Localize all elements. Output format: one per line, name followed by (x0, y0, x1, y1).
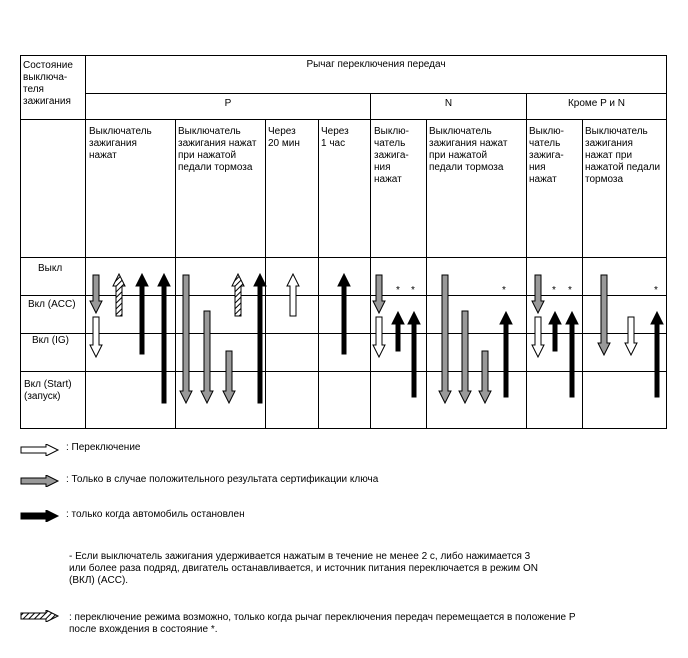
arrow-n-pressed-black-up-1 (392, 312, 404, 351)
col-o-brake: Выключатель зажигания нажат при нажатой педали тормоза (585, 126, 661, 185)
group-other: Кроме P и N (567, 98, 626, 109)
row-start: Вкл (Start) (запуск) (24, 379, 72, 402)
asterisk-n-1: * (396, 285, 400, 296)
arrow-n-pressed-gray-down (373, 275, 385, 313)
group-n: N (444, 98, 453, 109)
col-n-pressed: Выклю- чатель зажига- ния нажат (374, 126, 410, 185)
arrow-p-1h-black-up (338, 274, 350, 354)
arrow-o-brake-white-down (625, 317, 637, 355)
arrow-p-pressed-black-up-1 (136, 274, 148, 354)
col-p-brake: Выключатель зажигания нажат при нажатой педали тормоза (178, 126, 257, 173)
legend-note: - Если выключатель зажигания удерживается нажатым в течение не менее 2 с, либо нажимается 3 или более раза подряд, двигатель останавливается, и источник питания переключается в режим ON (ВКЛ) (ACC). (69, 551, 538, 586)
legend-cert: : Только в случае положительного результата сертификации ключа (66, 474, 379, 485)
legend-switch: : Переключение (66, 442, 141, 453)
asterisk-n-2: * (411, 285, 415, 296)
legend-stopped: : только когда автомобиль остановлен (66, 509, 245, 520)
group-p: P (224, 98, 232, 109)
arrow-n-brake-gray-down-3 (479, 351, 491, 403)
arrow-p-brake-gray-down-2 (201, 311, 213, 403)
col-p-pressed: Выключатель зажигания нажат (89, 126, 152, 161)
asterisk-o-3: * (654, 285, 658, 296)
legend-hatched: : переключение режима возможно, только когда рычаг переключения передач перемещается в положение P после вхождения в состояние *. (69, 612, 576, 635)
asterisk-n-3: * (502, 285, 506, 296)
arrow-o-brake-black-up (651, 312, 663, 397)
arrow-n-pressed-black-up-2 (408, 312, 420, 397)
row-acc: Вкл (ACC) (28, 299, 76, 310)
arrow-p-brake-black-up (254, 274, 266, 403)
legend-switch-arrow-icon (20, 444, 60, 456)
arrow-p-pressed-gray-down (90, 275, 102, 313)
arrow-p-brake-gray-down-1 (180, 275, 192, 403)
arrow-n-brake-gray-down-1 (439, 275, 451, 403)
legend-cert-arrow-icon (20, 475, 60, 487)
col-n-brake: Выключатель зажигания нажат при нажатой педали тормоза (429, 126, 508, 173)
state-header: Состояние выключа- теля зажигания (23, 60, 73, 107)
arrow-p-pressed-black-up-2 (158, 274, 170, 403)
col-p-1h: Через 1 час (321, 126, 349, 149)
arrow-o-pressed-black-up-2 (566, 312, 578, 397)
lever-header: Рычаг переключения передач (306, 59, 446, 70)
arrow-n-brake-gray-down-2 (459, 311, 471, 403)
row-off: Выкл (38, 263, 63, 274)
arrow-o-pressed-black-up-1 (549, 312, 561, 351)
row-ig: Вкл (IG) (32, 335, 69, 346)
asterisk-o-1: * (552, 285, 556, 296)
arrow-o-pressed-gray-down (532, 275, 544, 313)
legend-stopped-arrow-icon (20, 510, 60, 522)
col-p-20min: Через 20 мин (268, 126, 300, 149)
arrow-p-brake-gray-down-3 (223, 351, 235, 403)
arrow-n-brake-black-up (500, 312, 512, 397)
arrow-o-brake-gray-down (598, 275, 610, 355)
legend-hatched-arrow-icon (20, 610, 60, 622)
arrow-o-pressed-white-down (532, 317, 544, 357)
col-o-pressed: Выклю- чатель зажига- ния нажат (529, 126, 565, 185)
asterisk-o-2: * (568, 285, 572, 296)
arrow-p-pressed-white-down (90, 317, 102, 357)
arrow-n-pressed-white-down (373, 317, 385, 357)
